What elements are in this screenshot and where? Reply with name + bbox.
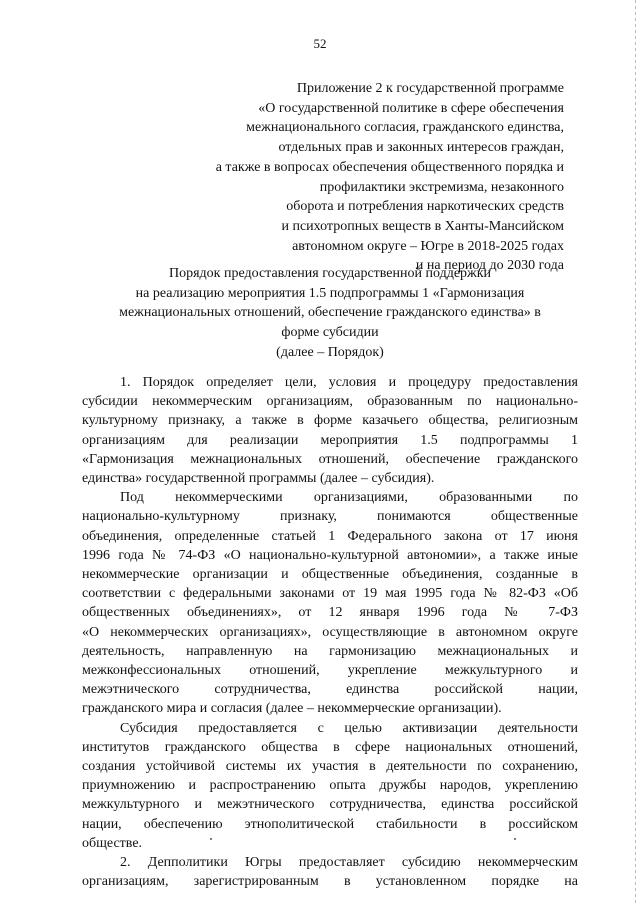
document-title	[90, 264, 570, 363]
paragraph-line: институтов гражданского общества в сфере национальных отношений,	[82, 739, 578, 755]
paragraph-line: деятельность, направленную на гармонизацию межнациональных и	[82, 643, 578, 659]
paragraph-line: 1. Порядок определяет цели, условия и процедуру предоставления	[120, 375, 578, 390]
appendix-line: «О государственной политике в сфере обеспечения	[258, 100, 564, 116]
paragraph-line: «О некоммерческих организациях», осуществляющие в автономном округе	[82, 624, 578, 640]
paragraph-line: некоммерческие организации и общественные объединения, созданные в	[82, 567, 578, 583]
paragraph-line: единства» государственной программы (далее – субсидия).	[82, 471, 435, 487]
paragraph-line: создания устойчивой системы их участия в деятельности по сохранению,	[82, 759, 578, 775]
page-number: 52	[313, 36, 327, 51]
paragraph-line: 1996 года № 74-ФЗ «О национально-культурной автономии», а также иные	[82, 547, 578, 563]
paragraph-line: общественных объединениях», от 12 января 1996 года № 7-ФЗ	[82, 605, 578, 621]
paragraph	[82, 373, 578, 488]
paragraph-line: Под некоммерческими организациями, образованными по	[120, 490, 578, 506]
paragraph-line: соответствии с федеральными законами от 19 мая 1995 года № 82-ФЗ «Об	[82, 586, 578, 602]
paragraph	[82, 853, 578, 891]
title-line: форме субсидии	[281, 325, 379, 341]
scan-edge	[635, 0, 636, 905]
title-line: (далее – Порядок)	[276, 344, 384, 360]
paragraph-line: межконфессиональных отношений, укрепление межкультурного и	[82, 663, 578, 679]
scan-dot	[514, 838, 516, 840]
scan-dot	[210, 838, 212, 840]
paragraph-line: организациям, зарегистрированным в установленном порядке на	[82, 874, 578, 890]
appendix-line: автономном округе – Югре в 2018-2025 годах	[292, 238, 564, 254]
appendix-line: межнационального согласия, гражданского единства,	[246, 120, 564, 136]
title-line: межнациональных отношений, обеспечение гражданского единства» в	[119, 305, 541, 321]
paragraph-line: межэтнического сотрудничества, единства российской нации,	[82, 682, 578, 698]
paragraph-line: субсидии некоммерческим организациям, образованным по национально-	[82, 394, 578, 410]
appendix-line: Приложение 2 к государственной программе	[296, 81, 564, 96]
appendix-line: оборота и потребления наркотических средств	[286, 199, 564, 215]
appendix-line: а также в вопросах обеспечения общественного порядка и	[215, 159, 564, 175]
paragraph-line: организациям для реализации мероприятия 1.5 подпрограммы 1	[82, 432, 578, 448]
paragraph-line: гражданского мира и согласия (далее – некоммерческие организации).	[82, 701, 502, 717]
title-line: на реализацию мероприятия 1.5 подпрограммы 1 «Гармонизация	[135, 285, 525, 301]
paragraph-line: нации, обеспечению этнополитической стабильности в российском	[82, 816, 578, 832]
paragraph-line: приумножению и распространению опыта дружбы народов, укреплению	[82, 778, 578, 794]
paragraph-line: 2. Депполитики Югры предоставляет субсидию некоммерческим	[120, 855, 578, 871]
paragraph-line: национально-культурному признаку, понимаются общественные	[82, 509, 578, 525]
paragraph	[82, 488, 578, 718]
paragraph-line: «Гармонизация межнациональных отношений, обеспечение гражданского	[82, 451, 578, 467]
appendix-line: и на период до 2030 года	[415, 258, 564, 274]
paragraph-line: межкультурного и межэтнического сотрудничества, единства российской	[82, 797, 578, 813]
appendix-line: и психотропных веществ в Ханты-Мансийском	[281, 218, 564, 234]
paragraph-line: объединения, определенные статьей 1 Федерального закона от 17 июня	[82, 528, 578, 544]
appendix-line: отдельных прав и законных интересов граждан,	[278, 140, 564, 156]
appendix-header	[144, 79, 564, 276]
paragraph-line: культурному признаку, а также в форме казачьего общества, религиозным	[82, 413, 578, 429]
document-body	[82, 373, 578, 891]
appendix-line: профилактики экстремизма, незаконного	[319, 179, 564, 195]
paragraph	[82, 719, 578, 853]
paragraph-line: Субсидия предоставляется с целью активизации деятельности	[120, 720, 578, 736]
title-line: Порядок предоставления государственной поддержки	[168, 266, 492, 281]
paragraph-line: обществе.	[82, 835, 143, 851]
